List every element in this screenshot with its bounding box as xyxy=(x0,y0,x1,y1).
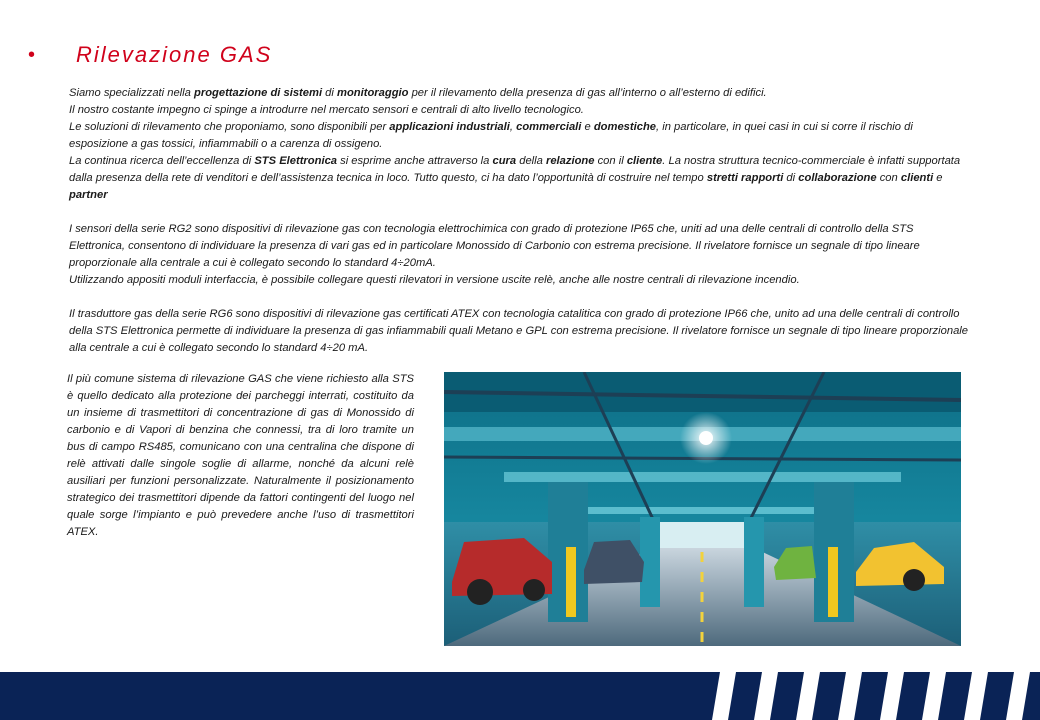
page-title: Rilevazione GAS xyxy=(76,42,273,67)
text-run: Siamo specializzati nella xyxy=(69,87,194,99)
rg6-paragraph: Il trasduttore gas della serie RG6 sono dispositivi di rilevazione gas certificati ATEX con tecnologia catalitica con grado di protezione IP66 che, unito ad una delle centrali di controllo della STS Elettronica permette di individuare la presenza di gas infiammabili quali Metano e GPL con estrema precisione. Il rivelatore fornisce un segnale di tipo lineare proporzionale alla centrale a cui è collegato secondo lo standard 4÷20 mA. xyxy=(69,308,969,354)
text-run: con xyxy=(876,172,901,184)
intro-text xyxy=(69,85,969,357)
paragraph-gap xyxy=(69,289,969,306)
text-run: Le soluzioni di rilevamento che proponiamo, sono disponibili per xyxy=(69,121,390,133)
bold-text: clienti xyxy=(900,172,934,184)
text-run: La continua ricerca dell’eccellenza di xyxy=(69,155,255,167)
bold-text: relazione xyxy=(545,155,595,167)
parking-description: Il più comune sistema di rilevazione GAS che viene richiesto alla STS è quello dedicato alla protezione dei parcheggi interrati, costituito da un insieme di trasmettitori di concentrazione di gas di Monossido di carbonio e di Vapori di benzina che connessi, tra di loro tramite un bus di campo RS485, comunicano con una centralina che dispone di relè attivati dalle singole soglie di allarme, nonché da alcuni relè ausiliari per funzioni personalizzate. Naturalmente il posizionamento strategico dei trasmettitori dipende da fattori contingenti del luogo nel quale sorge l’impianto e può prevedere anche l’uso di trasmettitori ATEX. xyxy=(67,373,414,538)
text-run: si esprime anche attraverso la xyxy=(337,155,493,167)
intro-paragraph-3 xyxy=(69,119,969,153)
title-bullet: • xyxy=(28,44,36,66)
intro-paragraph-2: Il nostro costante impegno ci spinge a introdurre nel mercato sensori e centrali di alto livello tecnologico. xyxy=(69,104,584,116)
bold-text: stretti rapporti xyxy=(706,172,784,184)
footer-stripes xyxy=(0,672,1040,720)
text-run: di xyxy=(322,87,337,99)
text-run: e xyxy=(581,121,594,133)
bold-text: STS Elettronica xyxy=(254,155,338,167)
bold-text: applicazioni industriali xyxy=(389,121,510,133)
parking-garage-illustration xyxy=(444,372,961,646)
intro-paragraph-4 xyxy=(69,153,969,204)
text-run: con il xyxy=(594,155,627,167)
bold-text: cliente xyxy=(626,155,663,167)
relay-paragraph: Utilizzando appositi moduli interfaccia, è possibile collegare questi rilevatori in versione uscite relè, anche alle nostre centrali di rilevazione incendio. xyxy=(69,274,800,286)
intro-paragraph-1 xyxy=(69,85,969,102)
text-run: di xyxy=(783,172,799,184)
bold-text: domestiche xyxy=(593,121,657,133)
bold-text: monitoraggio xyxy=(337,87,409,99)
bold-text: collaborazione xyxy=(798,172,877,184)
text-run: , in particolare, in quei casi in cui si corre il rischio di esposizione a gas tossici, infiammabili o a carenza di ossigeno. xyxy=(69,121,913,150)
bold-text: partner xyxy=(69,189,108,201)
text-run: . La nostra struttura tecnico-commerciale è infatti supportata dalla presenza della rete di venditori e dell’assistenza tecnica in loco. Tutto questo, ci ha dato l’opportunità di costruire nel tempo xyxy=(69,155,961,184)
rg2-paragraph: I sensori della serie RG2 sono dispositivi di rilevazione gas con tecnologia elettrochimica con grado di protezione IP65 che, uniti ad una delle centrali di controllo della STS Elettronica, consentono di individuare la presenza di vari gas ed in particolare Monossido di Carbonio con estrema precisione. Il rivelatore fornisce un segnale di tipo lineare proporzionale alla centrale a cui è collegato secondo lo standard 4÷20mA. xyxy=(69,223,920,269)
text-run: per il rilevamento della presenza di gas all’interno o all’esterno di edifici. xyxy=(408,87,767,99)
bold-text: progettazione di sistemi xyxy=(194,87,323,99)
text-run: e xyxy=(933,172,943,184)
paragraph-gap xyxy=(69,204,969,221)
text-run: della xyxy=(516,155,546,167)
bold-text: cura xyxy=(492,155,517,167)
footer-band xyxy=(0,672,1040,720)
text-run: , xyxy=(509,121,517,133)
bold-text: commerciali xyxy=(516,121,582,133)
